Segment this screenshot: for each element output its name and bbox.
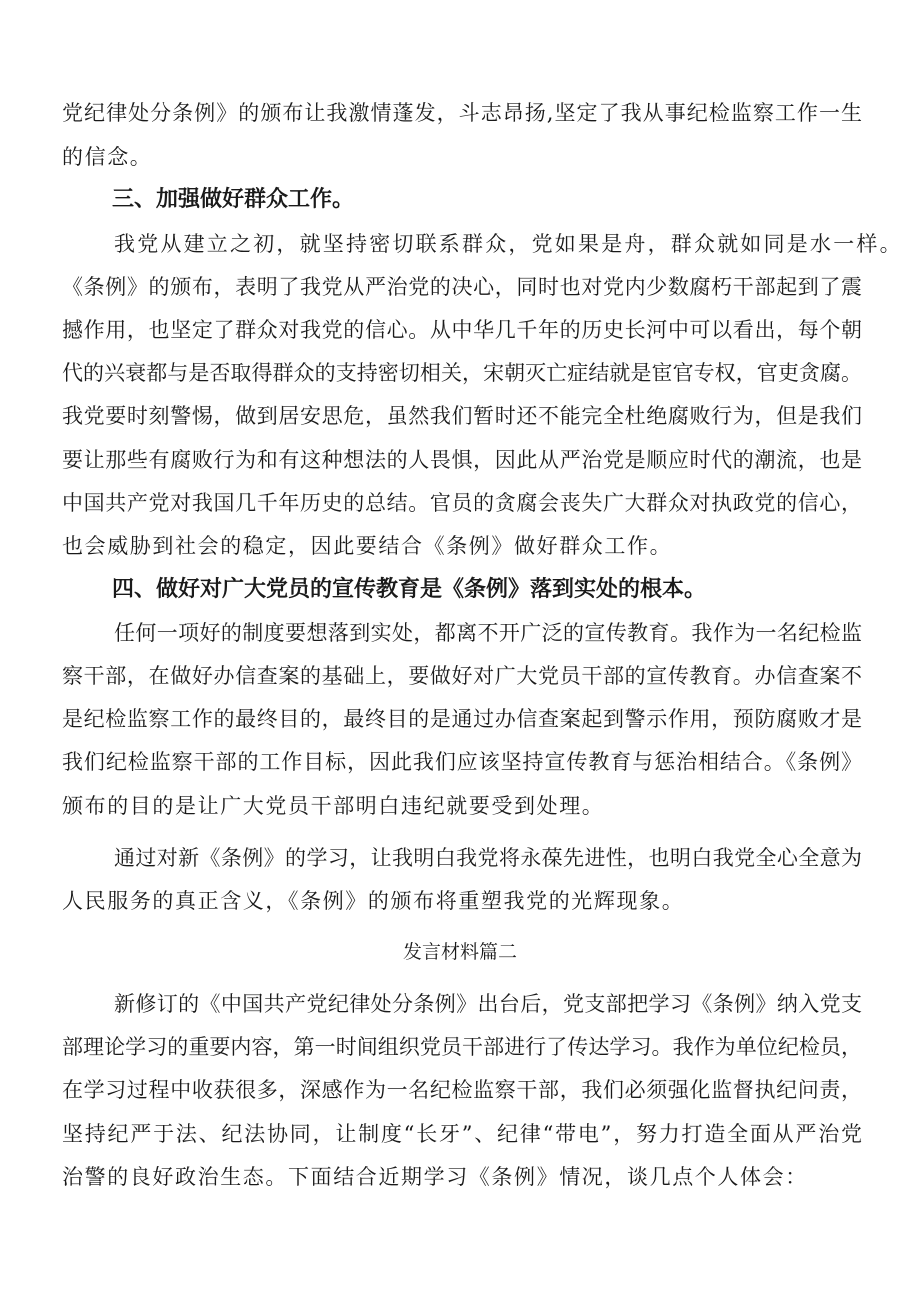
paragraph-line: 我党要时刻警惕，做到居安思危，虽然我们暂时还不能完全杜绝腐败行为，但是我们	[62, 404, 862, 428]
paragraph-line: 察干部，在做好办信查案的基础上，要做好对广大党员干部的宣传教育。办信查案不	[62, 664, 862, 688]
paragraph-line: 的信念。	[62, 145, 153, 169]
section-heading-4: 四、做好对广大党员的宣传教育是《条例》落到实处的根本。	[112, 577, 707, 602]
paragraph-line: 治警的良好政治生态。下面结合近期学习《条例》情况，谈几点个人体会：	[62, 1165, 808, 1189]
paragraph-line: 党纪律处分条例》的颁布让我激情蓬发，斗志昂扬,坚定了我从事纪检监察工作一生	[62, 101, 862, 125]
paragraph-line: 要让那些有腐败行为和有这种想法的人畏惧，因此从严治党是顺应时代的潮流，也是	[62, 448, 862, 472]
paragraph-line: 颁布的目的是让广大党员干部明白违纪就要受到处理。	[62, 794, 605, 818]
section-heading-3: 三、加强做好群众工作。	[112, 187, 355, 212]
paragraph-line: 中国共产党对我国几千年历史的总结。官员的贪腐会丧失广大群众对执政党的信心，	[62, 491, 862, 515]
paragraph-line: 人民服务的真正含义，《条例》的颁布将重塑我党的光辉现象。	[62, 889, 685, 913]
paragraph-line: 新修订的《中国共产党纪律处分条例》出台后，党支部把学习《条例》纳入党支	[114, 992, 862, 1016]
section-title: 发言材料篇二	[402, 941, 517, 963]
paragraph-line: 我党从建立之初，就坚持密切联系群众，党如果是舟，群众就如同是水一样。	[114, 232, 903, 256]
paragraph-line: 在学习过程中收获很多，深感作为一名纪检监察干部，我们必须强化监督执纪问责，	[62, 1078, 862, 1102]
paragraph-line: 也会威胁到社会的稳定，因此要结合《条例》做好群众工作。	[62, 534, 673, 558]
paragraph-line: 任何一项好的制度要想落到实处，都离不开广泛的宣传教育。我作为一名纪检监	[114, 621, 862, 645]
paragraph-line: 坚持纪严于法、纪法协同，让制度“长牙”、纪律“带电”，努力打造全面从严治党	[62, 1122, 862, 1146]
paragraph-line: 代的兴衰都与是否取得群众的支持密切相关，宋朝灭亡症结就是宦官专权，官吏贪腐。	[62, 361, 862, 385]
paragraph-line: 是纪检监察工作的最终目的，最终目的是通过办信查案起到警示作用，预防腐败才是	[62, 707, 862, 731]
paragraph-line: 部理论学习的重要内容，第一时间组织党员干部进行了传达学习。我作为单位纪检员，	[62, 1035, 862, 1059]
paragraph-line: 通过对新《条例》的学习，让我明白我党将永葆先进性，也明白我党全心全意为	[114, 846, 862, 870]
paragraph-line: 我们纪检监察干部的工作目标，因此我们应该坚持宣传教育与惩治相结合。《条例》	[62, 750, 862, 774]
paragraph-line: 撼作用，也坚定了群众对我党的信心。从中华几千年的历史长河中可以看出，每个朝	[62, 318, 862, 342]
paragraph-line: 《条例》的颁布，表明了我党从严治党的决心，同时也对党内少数腐朽干部起到了震	[62, 275, 862, 299]
